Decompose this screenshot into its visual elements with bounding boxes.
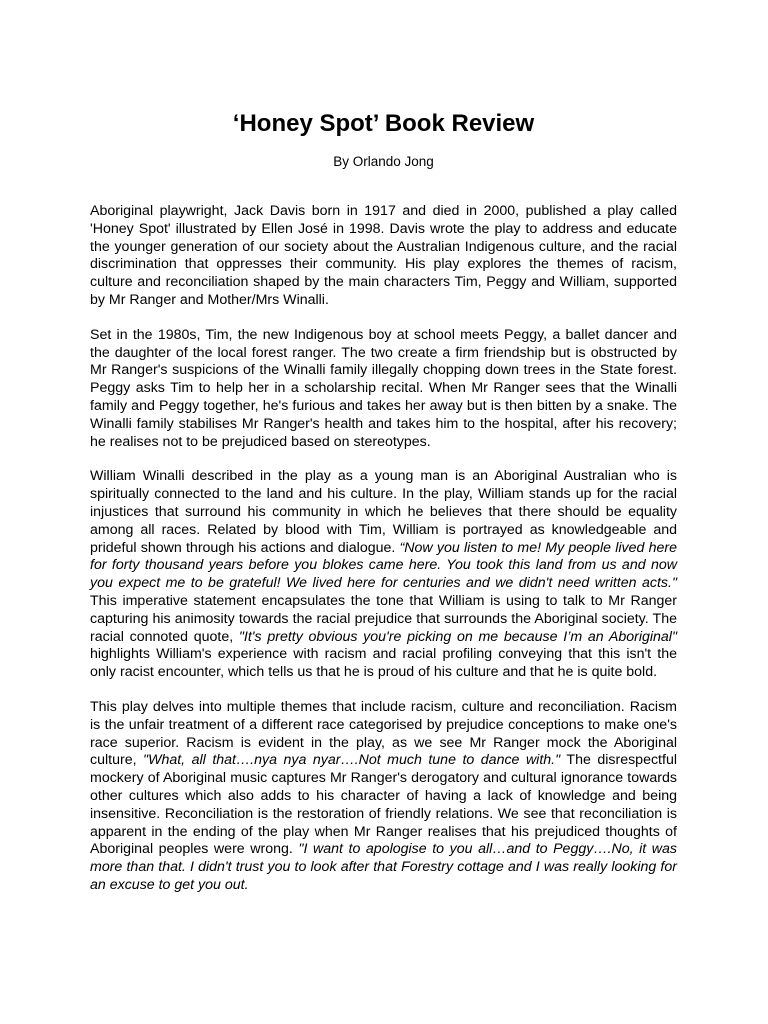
quote-text: "What, all that….nya nya nyar….Not much tune to dance with." <box>143 752 561 769</box>
document-body <box>90 203 677 912</box>
quote-text: “Now you listen to me! My people lived here for forty thousand years before you blokes came here. You took this land from us and now you expect me to be grateful! We lived here for centuries and we didn't need written acts." <box>90 539 677 592</box>
document-title: ‘Honey Spot’ Book Review <box>232 110 535 137</box>
author-byline: By Orlando Jong <box>333 154 434 169</box>
paragraph-text: The disrespectful mockery of Aboriginal music captures Mr Ranger's derogatory and cultural ignorance towards other cultures which also adds to his character of having a lack of knowledge and being insensitive. Reconciliation is the restoration of friendly relations. We see that reconciliation is apparent in the ending of the play when Mr Ranger realises that his prejudiced thoughts of Aboriginal peoples were wrong. <box>90 752 677 858</box>
paragraph-plot <box>90 327 677 452</box>
paragraph-text: Set in the 1980s, Tim, the new Indigenous boy at school meets Peggy, a ballet dancer and the daughter of the local forest ranger. The two create a firm friendship but is obstructed by Mr Ranger's suspicions of the Winalli family illegally chopping down trees in the State forest. Peggy asks Tim to help her in a scholarship recital. When Mr Ranger sees that the Winalli family and Peggy together, he's furious and takes her away but is then bitten by a snake. The Winalli family stabilises Mr Ranger's health and takes him to the hospital, after his recovery; he realises not to be prejudiced based on stereotypes. <box>90 326 677 450</box>
paragraph-william <box>90 468 677 682</box>
quote-text: "I want to apologise to you all…and to Peggy….No, it was more than that. I didn't trust you to look after that Forestry cottage and I was really looking for an excuse to get you out. <box>90 841 677 893</box>
paragraph-text: William Winalli described in the play as a young man is an Aboriginal Australian who is spiritually connected to the land and his culture. In the play, William stands up for the racial injustices that surround his community in which he believes that there should be equality among all races. Related by blood with Tim, William is portrayed as knowledgeable and prideful shown through his actions and dialogue. <box>90 468 677 556</box>
quote-text: "It's pretty obvious you're picking on me because I’m an Aboriginal" <box>238 628 677 645</box>
paragraph-text: highlights William's experience with racism and racial profiling conveying that this isn't the only racist encounter, which tells us that he is proud of his culture and that he is quite bold. <box>90 646 677 681</box>
paragraph-intro <box>90 203 677 310</box>
paragraph-text: Aboriginal playwright, Jack Davis born in 1917 and died in 2000, published a play called 'Honey Spot' illustrated by Ellen José in 1998. Davis wrote the play to address and educate the younger generation of our society about the Australian Indigenous culture, and the racial discrimination that oppresses their community. His play explores the themes of racism, culture and reconciliation shaped by the main characters Tim, Peggy and William, supported by Mr Ranger and Mother/Mrs Winalli. <box>90 203 677 308</box>
paragraph-text: This imperative statement encapsulates the tone that William is using to talk to Mr Ranger capturing his animosity towards the racial prejudice that surrounds the Aboriginal society. The racial connoted quote, <box>90 592 677 645</box>
paragraph-themes <box>90 699 677 895</box>
paragraph-text: This play delves into multiple themes that include racism, culture and reconciliation. Racism is the unfair treatment of a different race categorised by prejudice conceptions to make one's race superior. Racism is evident in the play, as we see Mr Ranger mock the Aboriginal culture, <box>90 698 677 769</box>
